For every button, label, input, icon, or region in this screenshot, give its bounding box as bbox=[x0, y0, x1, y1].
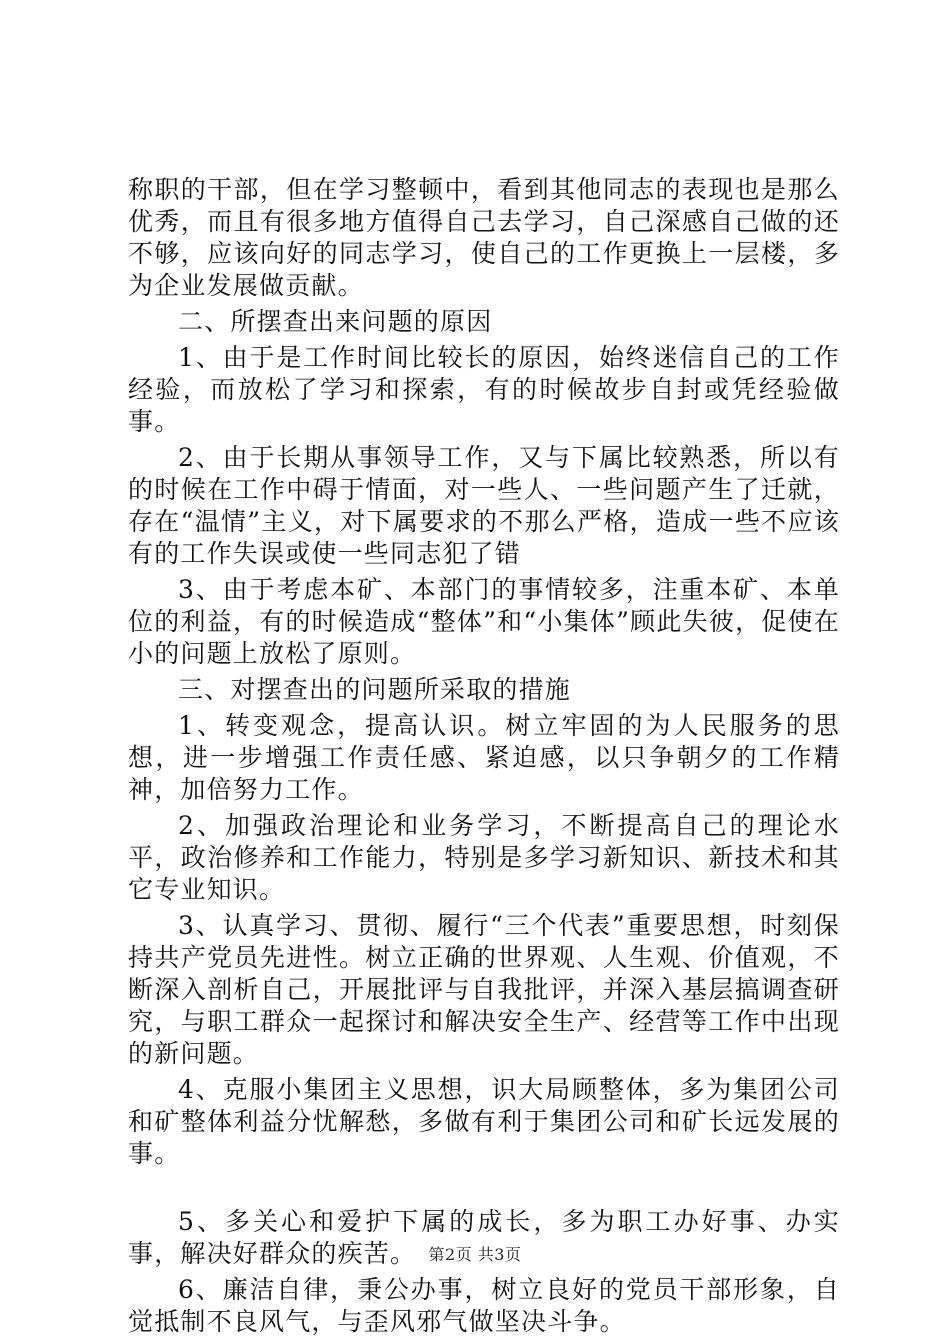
paragraph-1: 称职的干部，但在学习整顿中，看到其他同志的表现也是那么优秀，而且有很多地方值得自己去学习，自己深感自己做的还不够，应该向好的同志学习，使自己的工作更换上一层楼，多为企业发展做贡献。 bbox=[128, 175, 840, 300]
paragraph-measure-5: 5、多关心和爱护下属的成长，多为职工办好事、办实事，解决好群众的疾苦。 bbox=[128, 1207, 840, 1268]
paragraph-cause-2: 2、由于长期从事领导工作，又与下属比较熟悉，所以有的时候在工作中碍于情面，对一些人、一些问题产生了迁就，存在“温情”主义，对下属要求的不那么严格，造成一些不应该有的工作失误或使一些同志犯了错 bbox=[128, 443, 840, 568]
section-heading-measures: 三、对摆查出的问题所采取的措施 bbox=[178, 675, 572, 704]
section-heading-causes: 二、所摆查出来问题的原因 bbox=[178, 307, 493, 336]
document-body bbox=[128, 174, 840, 1342]
page-footer bbox=[0, 1245, 950, 1265]
paragraph-measure-2: 2、加强政治理论和业务学习，不断提高自己的理论水平，政治修养和工作能力，特别是多学习新知识、新技术和其它专业知识。 bbox=[128, 811, 840, 904]
paragraph-measure-4: 4、克服小集团主义思想，识大局顾整体，多为集团公司和矿整体利益分忧解愁，多做有利于集团公司和矿长远发展的事。 bbox=[128, 1075, 840, 1168]
paragraph-measure-6: 6、廉洁自律，秉公办事，树立良好的党员干部形象，自觉抵制不良风气，与歪风邪气做坚决斗争。 bbox=[128, 1275, 840, 1336]
paragraph-cause-3: 3、由于考虑本矿、本部门的事情较多，注重本矿、本单位的利益，有的时候造成“整体”和“小集体”顾此失彼，促使在小的问题上放松了原则。 bbox=[128, 575, 840, 668]
paragraph-cause-1: 1、由于是工作时间比较长的原因，始终迷信自己的工作经验，而放松了学习和探索，有的时候故步自封或凭经验做事。 bbox=[128, 343, 840, 436]
page-number-label: 第2页 共3页 bbox=[428, 1245, 522, 1264]
paragraph-measure-3: 3、认真学习、贯彻、履行“三个代表”重要思想，时刻保持共产党员先进性。树立正确的世界观、人生观、价值观，不断深入剖析自己，开展批评与自我批评，并深入基层搞调查研究，与职工群众一起探讨和解决安全生产、经营等工作中出现的新问题。 bbox=[128, 911, 840, 1068]
paragraph-measure-1: 1、转变观念，提高认识。树立牢固的为人民服务的思想，进一步增强工作责任感、紧迫感，以只争朝夕的工作精神，加倍努力工作。 bbox=[128, 711, 840, 804]
